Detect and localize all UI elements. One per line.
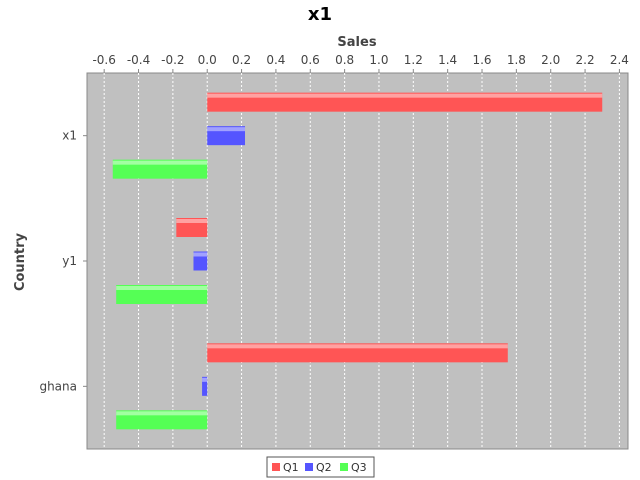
x-axis-label: Sales bbox=[337, 35, 377, 50]
legend-swatch-q1 bbox=[272, 463, 280, 471]
x-tick-label: 0.8 bbox=[335, 53, 355, 67]
x-tick-label: 0.6 bbox=[300, 53, 320, 67]
x-tick-label: 2.4 bbox=[609, 53, 629, 67]
x-tick-label: 0.0 bbox=[197, 53, 217, 67]
bar-highlight bbox=[207, 127, 245, 131]
bar-highlight bbox=[207, 344, 508, 348]
x-tick-label: 0.2 bbox=[232, 53, 252, 67]
x-tick-label: 1.0 bbox=[369, 53, 389, 67]
y-tick-label: y1 bbox=[62, 254, 77, 268]
y-axis-label: Country bbox=[13, 232, 28, 292]
y-ticks bbox=[39, 129, 87, 394]
legend[interactable] bbox=[267, 457, 374, 477]
bar-highlight bbox=[202, 378, 207, 382]
x-tick-label: 1.6 bbox=[472, 53, 492, 67]
legend-swatch-q2 bbox=[305, 463, 313, 471]
x-ticks bbox=[92, 53, 628, 73]
x-tick-label: -0.6 bbox=[92, 53, 116, 67]
bar-highlight bbox=[193, 253, 207, 257]
x-tick-label: 2.2 bbox=[575, 53, 595, 67]
x-tick-label: 2.0 bbox=[541, 53, 561, 67]
x-tick-label: 1.2 bbox=[403, 53, 423, 67]
x-tick-label: -0.2 bbox=[161, 53, 185, 67]
x-tick-label: 1.4 bbox=[438, 53, 458, 67]
x-tick-label: -0.4 bbox=[126, 53, 151, 67]
chart-title: x1 bbox=[307, 4, 333, 25]
bar-highlight bbox=[116, 286, 207, 290]
bar-highlight bbox=[116, 411, 207, 415]
plot-area bbox=[87, 73, 628, 449]
bar-highlight bbox=[113, 161, 207, 165]
x-tick-label: 1.8 bbox=[506, 53, 526, 67]
legend-label-q3[interactable]: Q3 bbox=[351, 461, 367, 474]
y-tick-label: ghana bbox=[39, 379, 77, 394]
legend-swatch-q3 bbox=[340, 463, 348, 471]
bar-highlight bbox=[176, 219, 207, 223]
legend-label-q1[interactable]: Q1 bbox=[283, 461, 299, 474]
x-tick-label: 0.4 bbox=[266, 53, 286, 67]
bar-highlight bbox=[207, 94, 602, 98]
y-tick-label: x1 bbox=[62, 128, 77, 143]
legend-label-q2[interactable]: Q2 bbox=[316, 461, 332, 474]
